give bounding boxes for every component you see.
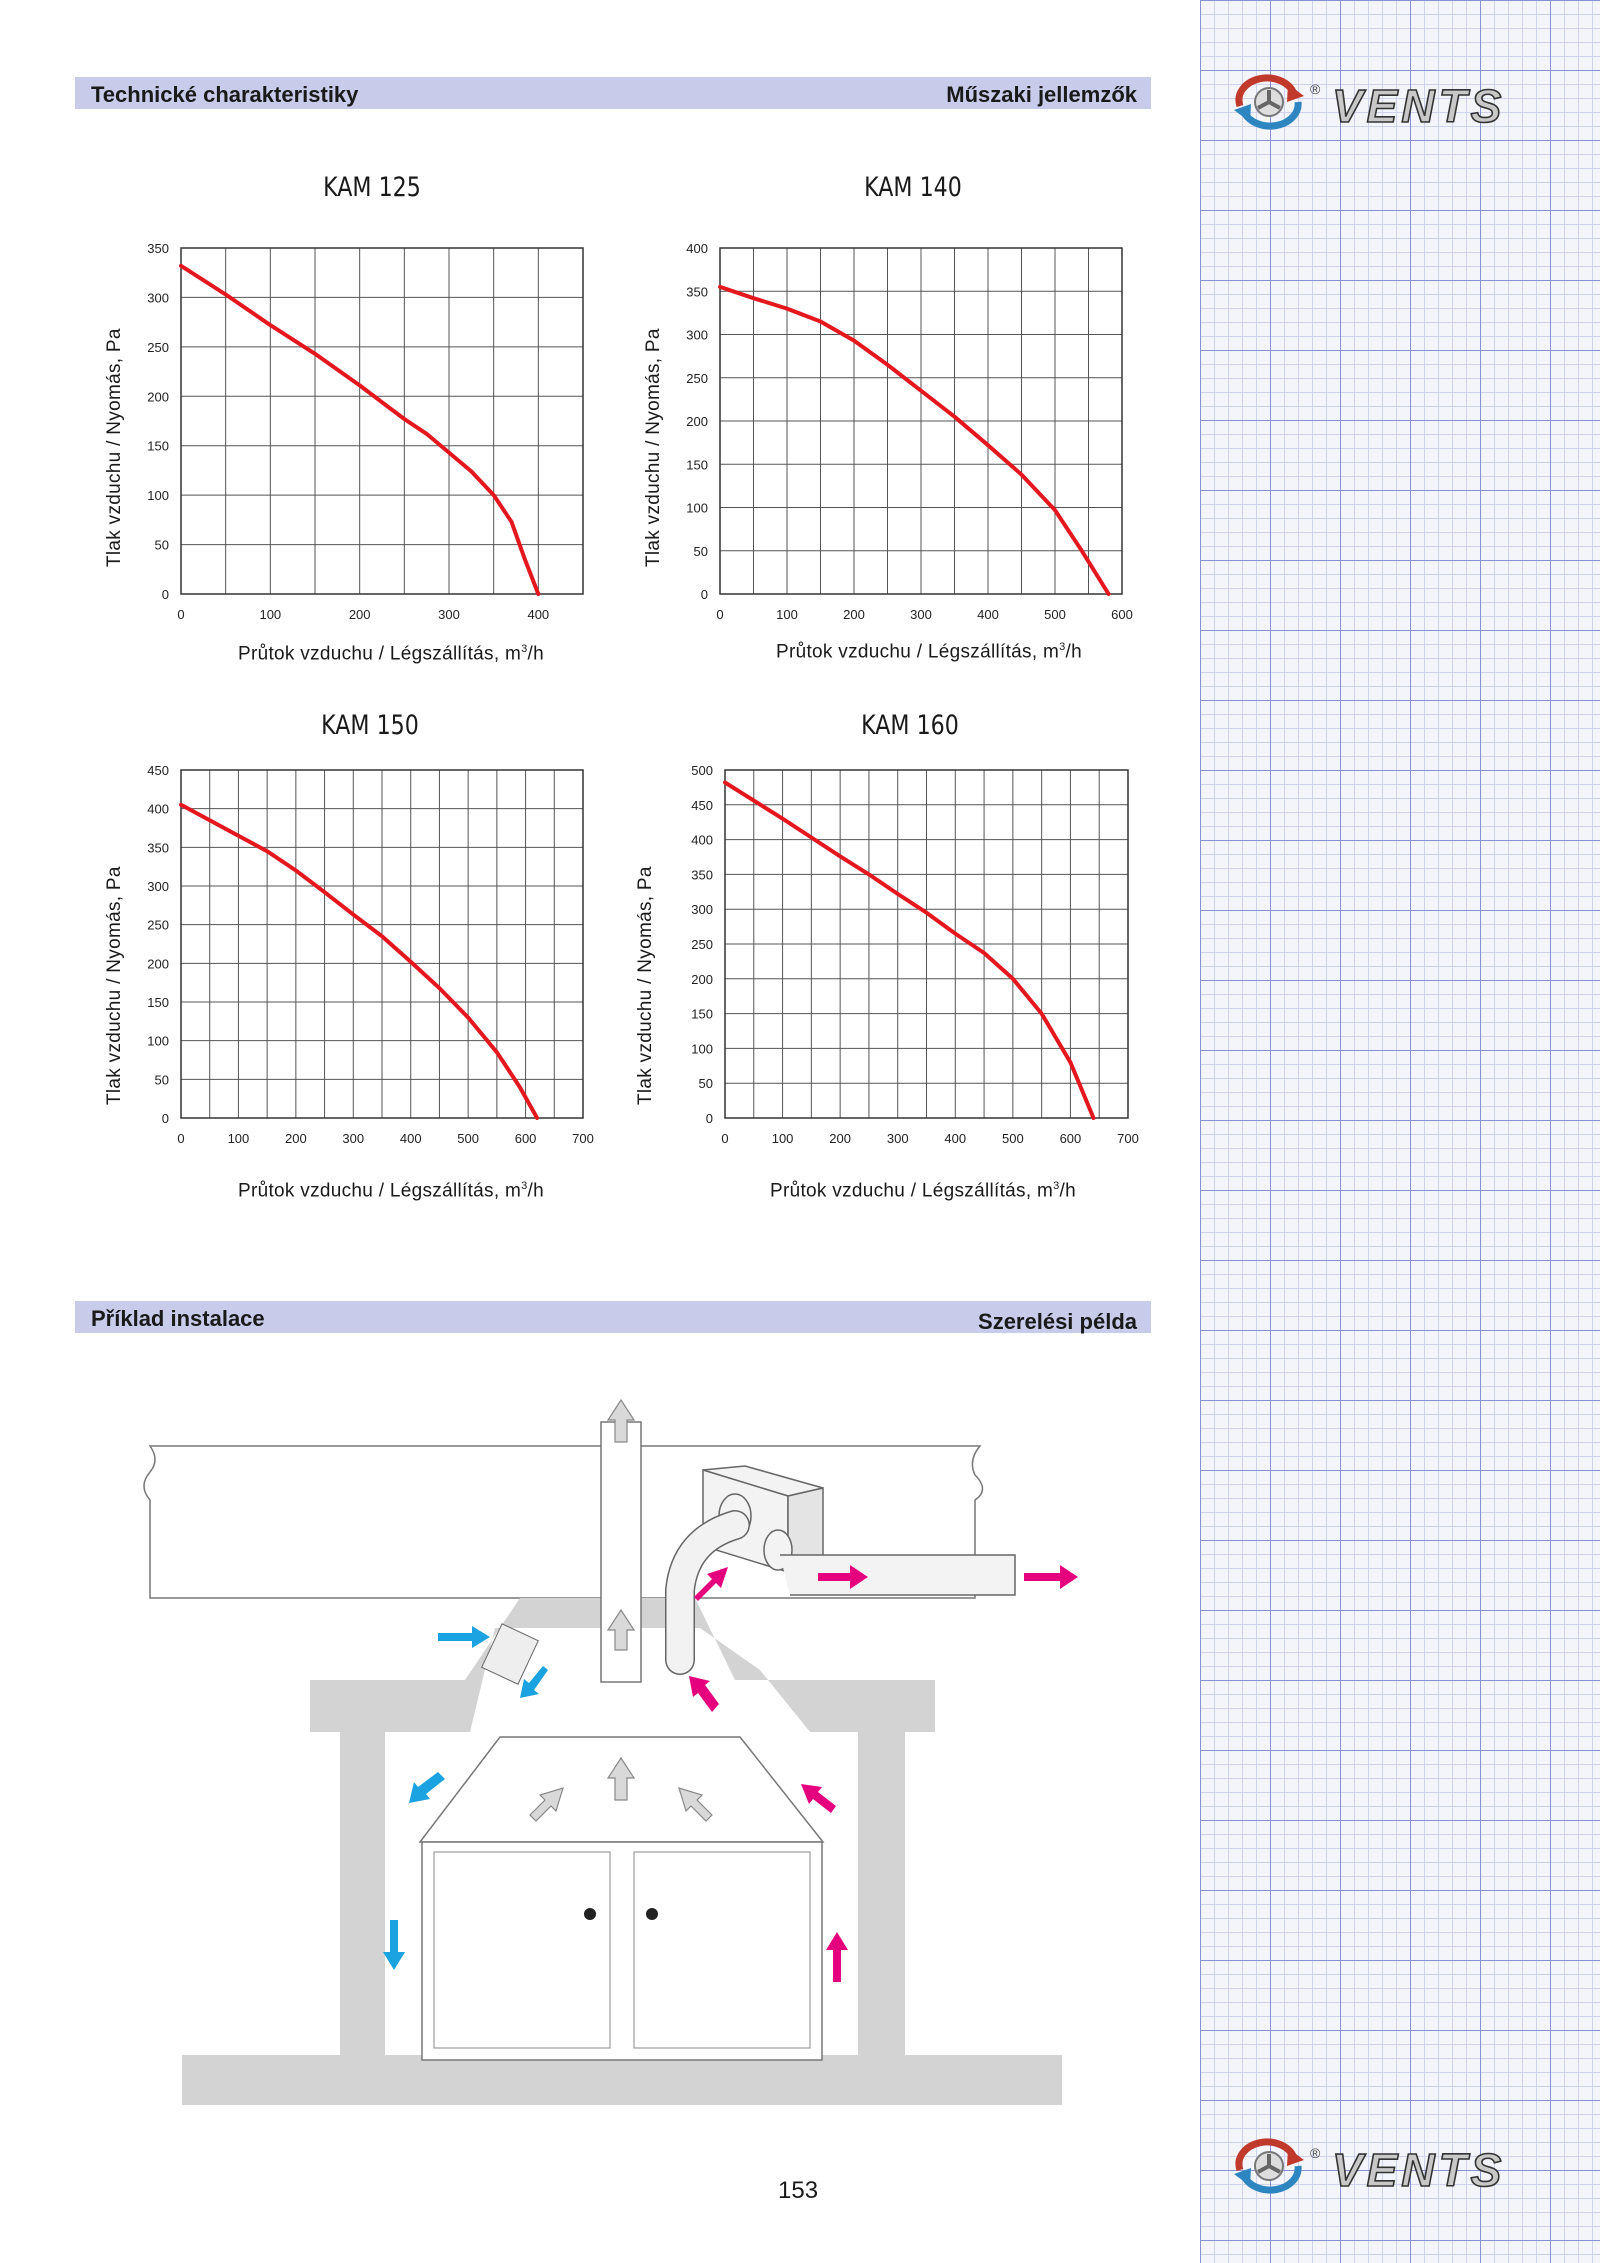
y-tick-label: 250 — [686, 370, 708, 386]
y-tick-label: 100 — [691, 1041, 713, 1057]
x-tick-label: 500 — [1044, 607, 1066, 622]
chart-title: KAM 125 — [323, 172, 421, 203]
x-axis-label: Průtok vzduchu / Légszállítás, $m^3/h$ — [238, 1180, 544, 1202]
y-tick-label: 250 — [147, 339, 169, 355]
y-tick-label: 150 — [147, 438, 169, 454]
svg-text:®: ® — [1310, 81, 1321, 97]
x-tick-label: 600 — [514, 1131, 537, 1146]
y-tick-label: 150 — [691, 1006, 713, 1022]
chart-title: KAM 140 — [864, 172, 962, 203]
x-tick-label: 700 — [572, 1131, 594, 1146]
installation-diagram — [0, 1380, 1200, 2120]
y-tick-label: 300 — [691, 902, 713, 918]
y-tick-label: 350 — [691, 867, 713, 883]
x-tick-label: 100 — [776, 607, 798, 622]
y-tick-label: 0 — [161, 1111, 169, 1126]
section-title-right: Műszaki jellemzők — [946, 82, 1137, 107]
fan-emblem-icon — [1234, 2142, 1304, 2190]
y-axis-label: Tlak vzduchu / Nyomás, Pa — [643, 328, 664, 567]
section-title-left: Technické charakteristiky — [91, 82, 359, 107]
y-tick-label: 200 — [147, 389, 169, 405]
y-tick-label: 300 — [147, 290, 169, 306]
y-axis-label: Tlak vzduchu / Nyomás, Pa — [635, 866, 656, 1105]
x-tick-label: 0 — [721, 1131, 729, 1146]
y-tick-label: 200 — [691, 971, 713, 987]
y-tick-label: 300 — [686, 327, 708, 343]
x-tick-label: 300 — [910, 607, 932, 622]
x-tick-label: 200 — [348, 607, 371, 622]
chart-title: KAM 160 — [861, 710, 959, 741]
x-tick-label: 400 — [527, 607, 550, 622]
x-tick-label: 400 — [977, 607, 999, 622]
page-number: 153 — [778, 2177, 819, 2204]
x-tick-label: 0 — [177, 607, 185, 622]
y-tick-label: 150 — [686, 457, 708, 473]
y-tick-label: 400 — [147, 801, 169, 817]
outlet-duct — [780, 1555, 1015, 1595]
x-tick-label: 200 — [843, 607, 865, 622]
x-tick-label: 600 — [1059, 1131, 1082, 1146]
y-tick-label: 0 — [705, 1111, 713, 1126]
brand-wordmark: VENTS — [1332, 2144, 1506, 2196]
x-tick-label: 0 — [716, 607, 724, 622]
performance-curve — [725, 783, 1094, 1119]
cabinet — [422, 1842, 822, 2060]
y-tick-label: 150 — [147, 995, 169, 1010]
door-knob — [584, 1908, 596, 1920]
y-tick-label: 0 — [700, 587, 708, 602]
y-tick-label: 350 — [147, 840, 169, 856]
chart-title: KAM 150 — [321, 710, 419, 741]
brand-wordmark: VENTS — [1332, 80, 1506, 132]
y-tick-label: 50 — [154, 537, 169, 553]
y-tick-label: 450 — [691, 797, 713, 813]
section-title-right: Szerelési példa — [978, 1309, 1137, 1334]
y-tick-label: 250 — [691, 937, 713, 952]
y-tick-label: 0 — [161, 587, 169, 602]
x-tick-label: 400 — [944, 1131, 967, 1146]
y-tick-label: 400 — [686, 241, 708, 256]
x-tick-label: 700 — [1117, 1131, 1139, 1146]
x-tick-label: 100 — [259, 607, 282, 622]
y-tick-label: 350 — [686, 284, 708, 300]
y-tick-label: 50 — [154, 1072, 169, 1088]
section-title-left: Příklad instalace — [91, 1306, 265, 1331]
y-tick-label: 200 — [686, 414, 708, 429]
vents-logo-bottom — [1232, 2136, 1562, 2196]
x-tick-label: 300 — [342, 1131, 365, 1146]
plot-frame — [181, 248, 583, 594]
x-tick-label: 300 — [438, 607, 460, 622]
x-tick-label: 300 — [886, 1131, 909, 1146]
x-tick-label: 200 — [829, 1131, 851, 1146]
y-tick-label: 100 — [147, 1033, 169, 1049]
y-tick-label: 300 — [147, 879, 169, 894]
x-axis-label: Průtok vzduchu / Légszállítás, $m^3/h$ — [776, 641, 1082, 663]
y-tick-label: 400 — [691, 832, 713, 848]
y-tick-label: 200 — [147, 956, 169, 972]
y-axis-label: Tlak vzduchu / Nyomás, Pa — [104, 866, 125, 1105]
performance-curve — [181, 805, 537, 1118]
x-axis-label: Průtok vzduchu / Légszállítás, $m^3/h$ — [238, 643, 544, 665]
x-tick-label: 100 — [227, 1131, 250, 1146]
x-tick-label: 200 — [285, 1131, 307, 1146]
x-tick-label: 500 — [1002, 1131, 1024, 1146]
y-tick-label: 250 — [147, 917, 169, 933]
x-tick-label: 500 — [457, 1131, 479, 1146]
door-knob — [646, 1908, 658, 1920]
y-tick-label: 450 — [147, 763, 169, 778]
y-tick-label: 50 — [693, 543, 708, 559]
x-axis-label: Průtok vzduchu / Légszállítás, $m^3/h$ — [770, 1180, 1076, 1202]
y-tick-label: 500 — [691, 763, 713, 778]
y-tick-label: 50 — [698, 1076, 713, 1092]
section-header-installation — [75, 1301, 1151, 1333]
supply-grille — [482, 1624, 539, 1684]
y-axis-label: Tlak vzduchu / Nyomás, Pa — [104, 328, 125, 567]
x-tick-label: 0 — [177, 1131, 185, 1146]
svg-text:®: ® — [1310, 2145, 1321, 2161]
y-tick-label: 350 — [147, 241, 169, 256]
y-tick-label: 100 — [686, 500, 708, 516]
y-tick-label: 100 — [147, 488, 169, 504]
x-tick-label: 400 — [399, 1131, 422, 1146]
performance-curve — [720, 287, 1109, 594]
x-tick-label: 600 — [1111, 607, 1133, 622]
x-tick-label: 100 — [771, 1131, 794, 1146]
